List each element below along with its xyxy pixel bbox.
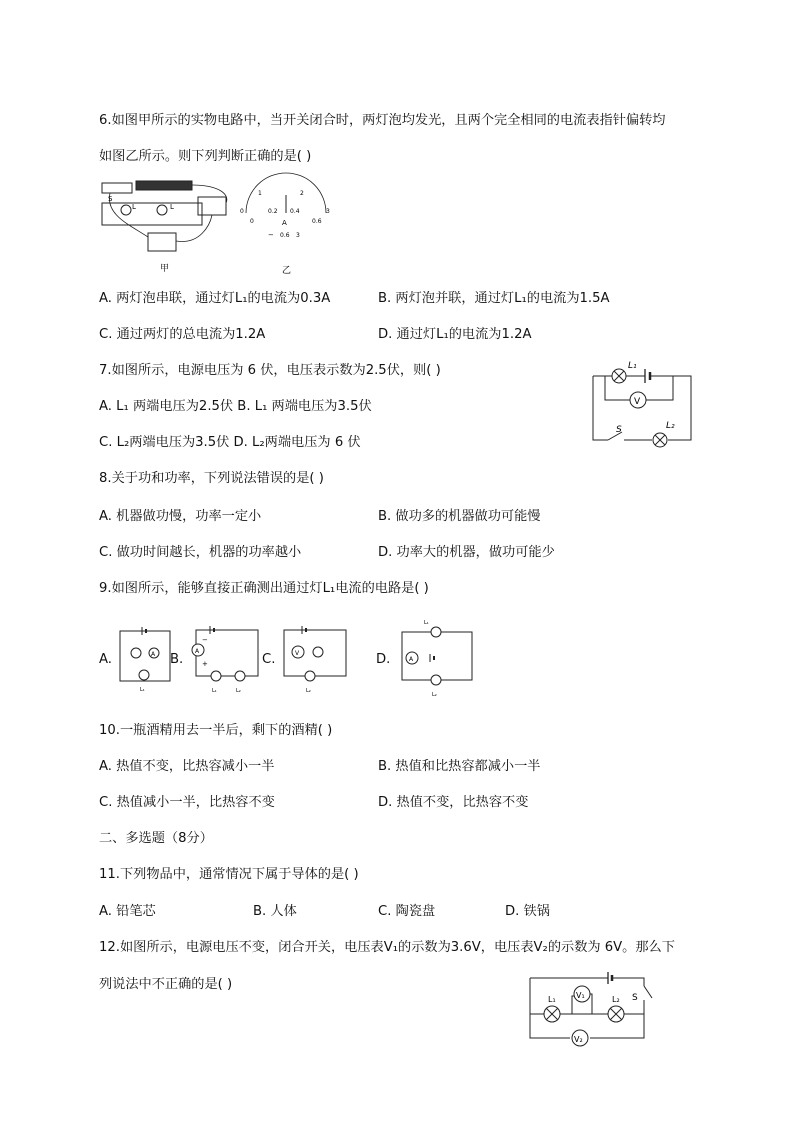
- q7-option-ab: A. L₁ 两端电压为2.5伏 B. L₁ 两端电压为3.5伏: [99, 399, 372, 414]
- q9-circuit-a: [116, 625, 174, 693]
- svg-text:S: S: [108, 195, 113, 203]
- q8-option-d: D. 功率大的机器，做功可能少: [378, 545, 555, 560]
- q11-option-b: B. 人体: [253, 904, 297, 919]
- dial-tick-3: 3: [326, 208, 330, 215]
- dial-sub-0: 0: [250, 218, 254, 225]
- q9-stem: 9.如图所示，能够直接正确测出通过灯L₁电流的电路是( ): [99, 581, 429, 596]
- section-heading: 二、多选题（8分）: [99, 831, 213, 846]
- q9-label-a: A.: [99, 652, 112, 667]
- q6-option-d: D. 通过灯L₁的电流为1.2A: [378, 327, 532, 342]
- q8-option-b: B. 做功多的机器做功可能慢: [378, 509, 541, 524]
- q12-stem-line2: 列说法中不正确的是( ): [99, 977, 233, 992]
- q9-circuit-b: [188, 622, 263, 697]
- q9-circuit-c: [280, 622, 355, 697]
- svg-text:L: L: [170, 203, 174, 211]
- q12-stem-line1: 12.如图所示，电源电压不变，闭合开关，电压表V₁的示数为3.6V，电压表V₂的示数为 6V。那么下: [99, 940, 675, 955]
- q6-stem-line2: 如图乙所示。则下列判断正确的是( ): [99, 149, 312, 164]
- q9-label-c: C.: [262, 652, 276, 667]
- q9d-ammeter: A: [409, 656, 414, 663]
- q7-option-cd: C. L₂两端电压为3.5伏 D. L₂两端电压为 6 伏: [99, 435, 361, 450]
- q12-v1-label: V₁: [576, 991, 585, 1000]
- dial-sub-04: 0.4: [290, 208, 300, 215]
- q6-option-c: C. 通过两灯的总电流为1.2A: [99, 327, 266, 342]
- q11-option-d: D. 铁锅: [505, 904, 550, 919]
- dial-tick-1: 1: [258, 190, 262, 197]
- q6-option-b: B. 两灯泡并联，通过灯L₁的电流为1.5A: [378, 291, 610, 306]
- q7-circuit: [588, 360, 698, 445]
- q9c-l2: L₂: [306, 688, 311, 694]
- q11-option-a: A. 铅笔芯: [99, 904, 156, 919]
- q11-stem: 11.下列物品中，通常情况下属于导体的是( ): [99, 867, 359, 882]
- q9a-ammeter: A: [151, 651, 156, 658]
- q8-option-a: A. 机器做功慢，功率一定小: [99, 509, 262, 524]
- q7-voltmeter-label: V: [634, 397, 641, 407]
- q12-v2-label: V₂: [574, 1035, 583, 1044]
- q11-option-c: C. 陶瓷盘: [378, 904, 436, 919]
- q10-option-a: A. 热值不变，比热容减小一半: [99, 759, 275, 774]
- q6-option-a: A. 两灯泡串联，通过灯L₁的电流为0.3A: [99, 291, 331, 306]
- q9a-l1: L₁: [140, 687, 145, 693]
- q10-stem: 10.一瓶酒精用去一半后，剩下的酒精( ): [99, 723, 333, 738]
- q12-l2-label: L₂: [612, 995, 620, 1004]
- q6-stem-line1: 6.如图甲所示的实物电路中，当开关闭合时，两灯泡均发光，且两个完全相同的电流表指针偏转均: [99, 113, 666, 128]
- q7-label-l1: L₁: [628, 361, 637, 371]
- q9c-voltmeter: V: [295, 650, 300, 657]
- dial-term-06: 0.6: [280, 232, 290, 239]
- q9d-l1: L₁: [424, 620, 429, 626]
- q9b-l1: L₁: [212, 688, 217, 694]
- svg-text:L: L: [132, 203, 136, 211]
- q9-label-b: B.: [170, 652, 184, 667]
- q10-option-d: D. 热值不变，比热容不变: [378, 795, 529, 810]
- q12-l1-label: L₁: [548, 995, 556, 1004]
- q10-option-c: C. 热值减小一半，比热容不变: [99, 795, 275, 810]
- q6-figure-jia: [100, 175, 235, 275]
- q7-label-s: S: [616, 425, 622, 435]
- dial-unit: A: [282, 219, 287, 227]
- q12-circuit: [526, 968, 660, 1050]
- q9b-ammeter: A: [195, 648, 200, 655]
- q9b-minus: −: [202, 636, 208, 644]
- dial-sub-02: 0.2: [268, 208, 278, 215]
- dial-tick-2: 2: [300, 190, 304, 197]
- q8-option-c: C. 做功时间越长，机器的功率越小: [99, 545, 302, 560]
- q8-stem: 8.关于功和功率，下列说法错误的是( ): [99, 471, 324, 486]
- dial-minus: −: [268, 231, 274, 239]
- dial-term-3: 3: [296, 232, 300, 239]
- q9b-l2: L₂: [236, 688, 241, 694]
- q7-stem: 7.如图所示，电源电压为 6 伏，电压表示数为2.5伏，则( ): [99, 363, 441, 378]
- q7-label-l2: L₂: [666, 421, 675, 431]
- dial-sub-06: 0.6: [312, 218, 322, 225]
- q10-option-b: B. 热值和比热容都减小一半: [378, 759, 541, 774]
- q9-circuit-d: [396, 612, 478, 698]
- q9-label-d: D.: [376, 652, 391, 667]
- dial-tick-0: 0: [240, 208, 244, 215]
- q9d-l2: L₂: [432, 692, 437, 698]
- q6-caption-jia: 甲: [160, 264, 170, 274]
- q12-s-label: S: [632, 993, 638, 1003]
- q6-caption-yi: 乙: [282, 266, 292, 276]
- q6-figure-yi: [238, 185, 333, 275]
- q9b-plus: +: [202, 660, 208, 668]
